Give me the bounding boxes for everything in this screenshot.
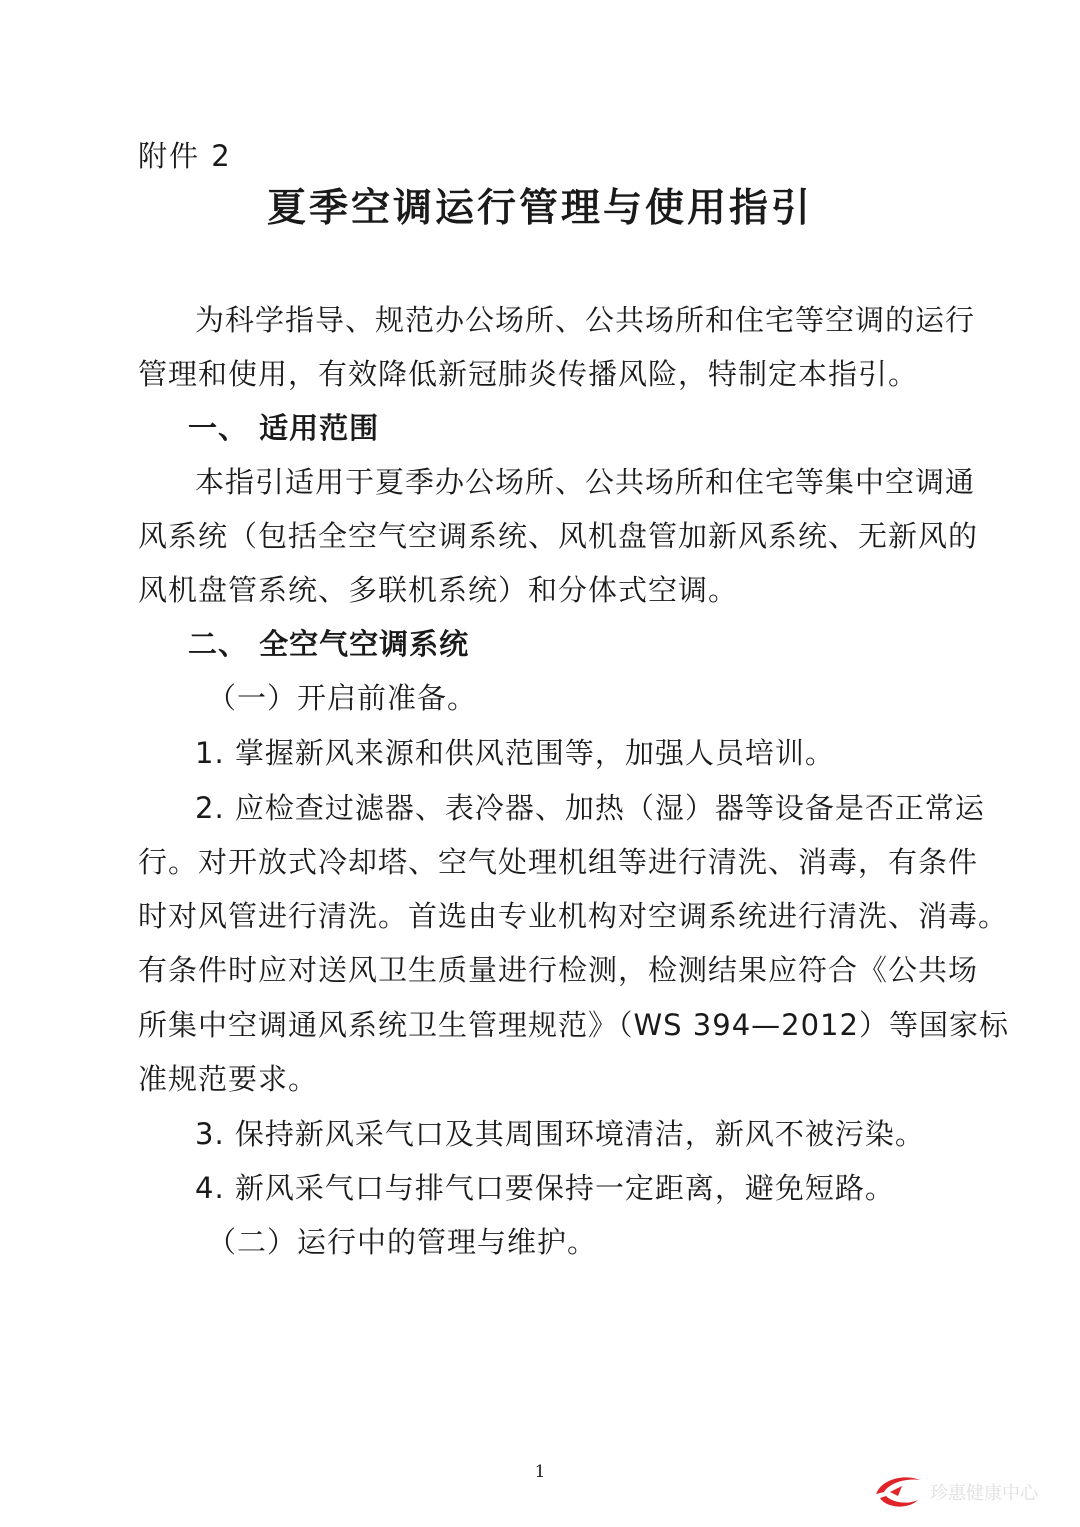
item-2-line-2: 行。对开放式冷却塔、空气处理机组等进行清洗、消毒，有条件	[138, 845, 979, 879]
paragraph-scope-line-1: 本指引适用于夏季办公场所、公共场所和住宅等集中空调通	[195, 465, 976, 499]
item-2-line-5: 所集中空调通风系统卫生管理规范》（WS 394—2012）等国家标	[138, 1008, 1009, 1042]
page-number: 1	[534, 1462, 546, 1482]
paragraph-intro-line-1: 为科学指导、规范办公场所、公共场所和住宅等空调的运行	[195, 303, 976, 337]
paragraph-scope-line-2: 风系统（包括全空气空调系统、风机盘管加新风系统、无新风的	[138, 519, 979, 553]
attachment-label: 附件 2	[138, 139, 232, 173]
subsection-operation: （二）运行中的管理与维护。	[207, 1225, 598, 1259]
section-heading-scope: 一、 适用范围	[188, 411, 380, 445]
item-2-line-1: 2. 应检查过滤器、表冷器、加热（湿）器等设备是否正常运	[195, 791, 985, 825]
item-2-line-4: 有条件时应对送风卫生质量进行检测，检测结果应符合《公共场	[138, 953, 979, 987]
section-heading-all-air: 二、 全空气空调系统	[188, 627, 470, 661]
paragraph-scope-line-3: 风机盘管系统、多联机系统）和分体式空调。	[138, 573, 739, 607]
item-2-line-6: 准规范要求。	[138, 1062, 319, 1096]
item-4: 4. 新风采气口与排气口要保持一定距离，避免短路。	[195, 1171, 895, 1205]
subsection-preparation: （一）开启前准备。	[207, 681, 478, 715]
item-1: 1. 掌握新风来源和供风范围等，加强人员培训。	[195, 736, 835, 770]
item-3: 3. 保持新风采气口及其周围环境清洁，新风不被污染。	[195, 1117, 925, 1151]
paragraph-intro-line-2: 管理和使用，有效降低新冠肺炎传播风险，特制定本指引。	[138, 357, 919, 391]
watermark-logo-icon	[872, 1472, 924, 1512]
watermark	[872, 1468, 1072, 1516]
item-2-line-3: 时对风管进行清洗。首选由专业机构对空调系统进行清洗、消毒。	[138, 899, 1009, 933]
document-title: 夏季空调运行管理与使用指引	[266, 186, 813, 231]
watermark-text: 珍惠健康中心	[930, 1483, 1038, 1504]
